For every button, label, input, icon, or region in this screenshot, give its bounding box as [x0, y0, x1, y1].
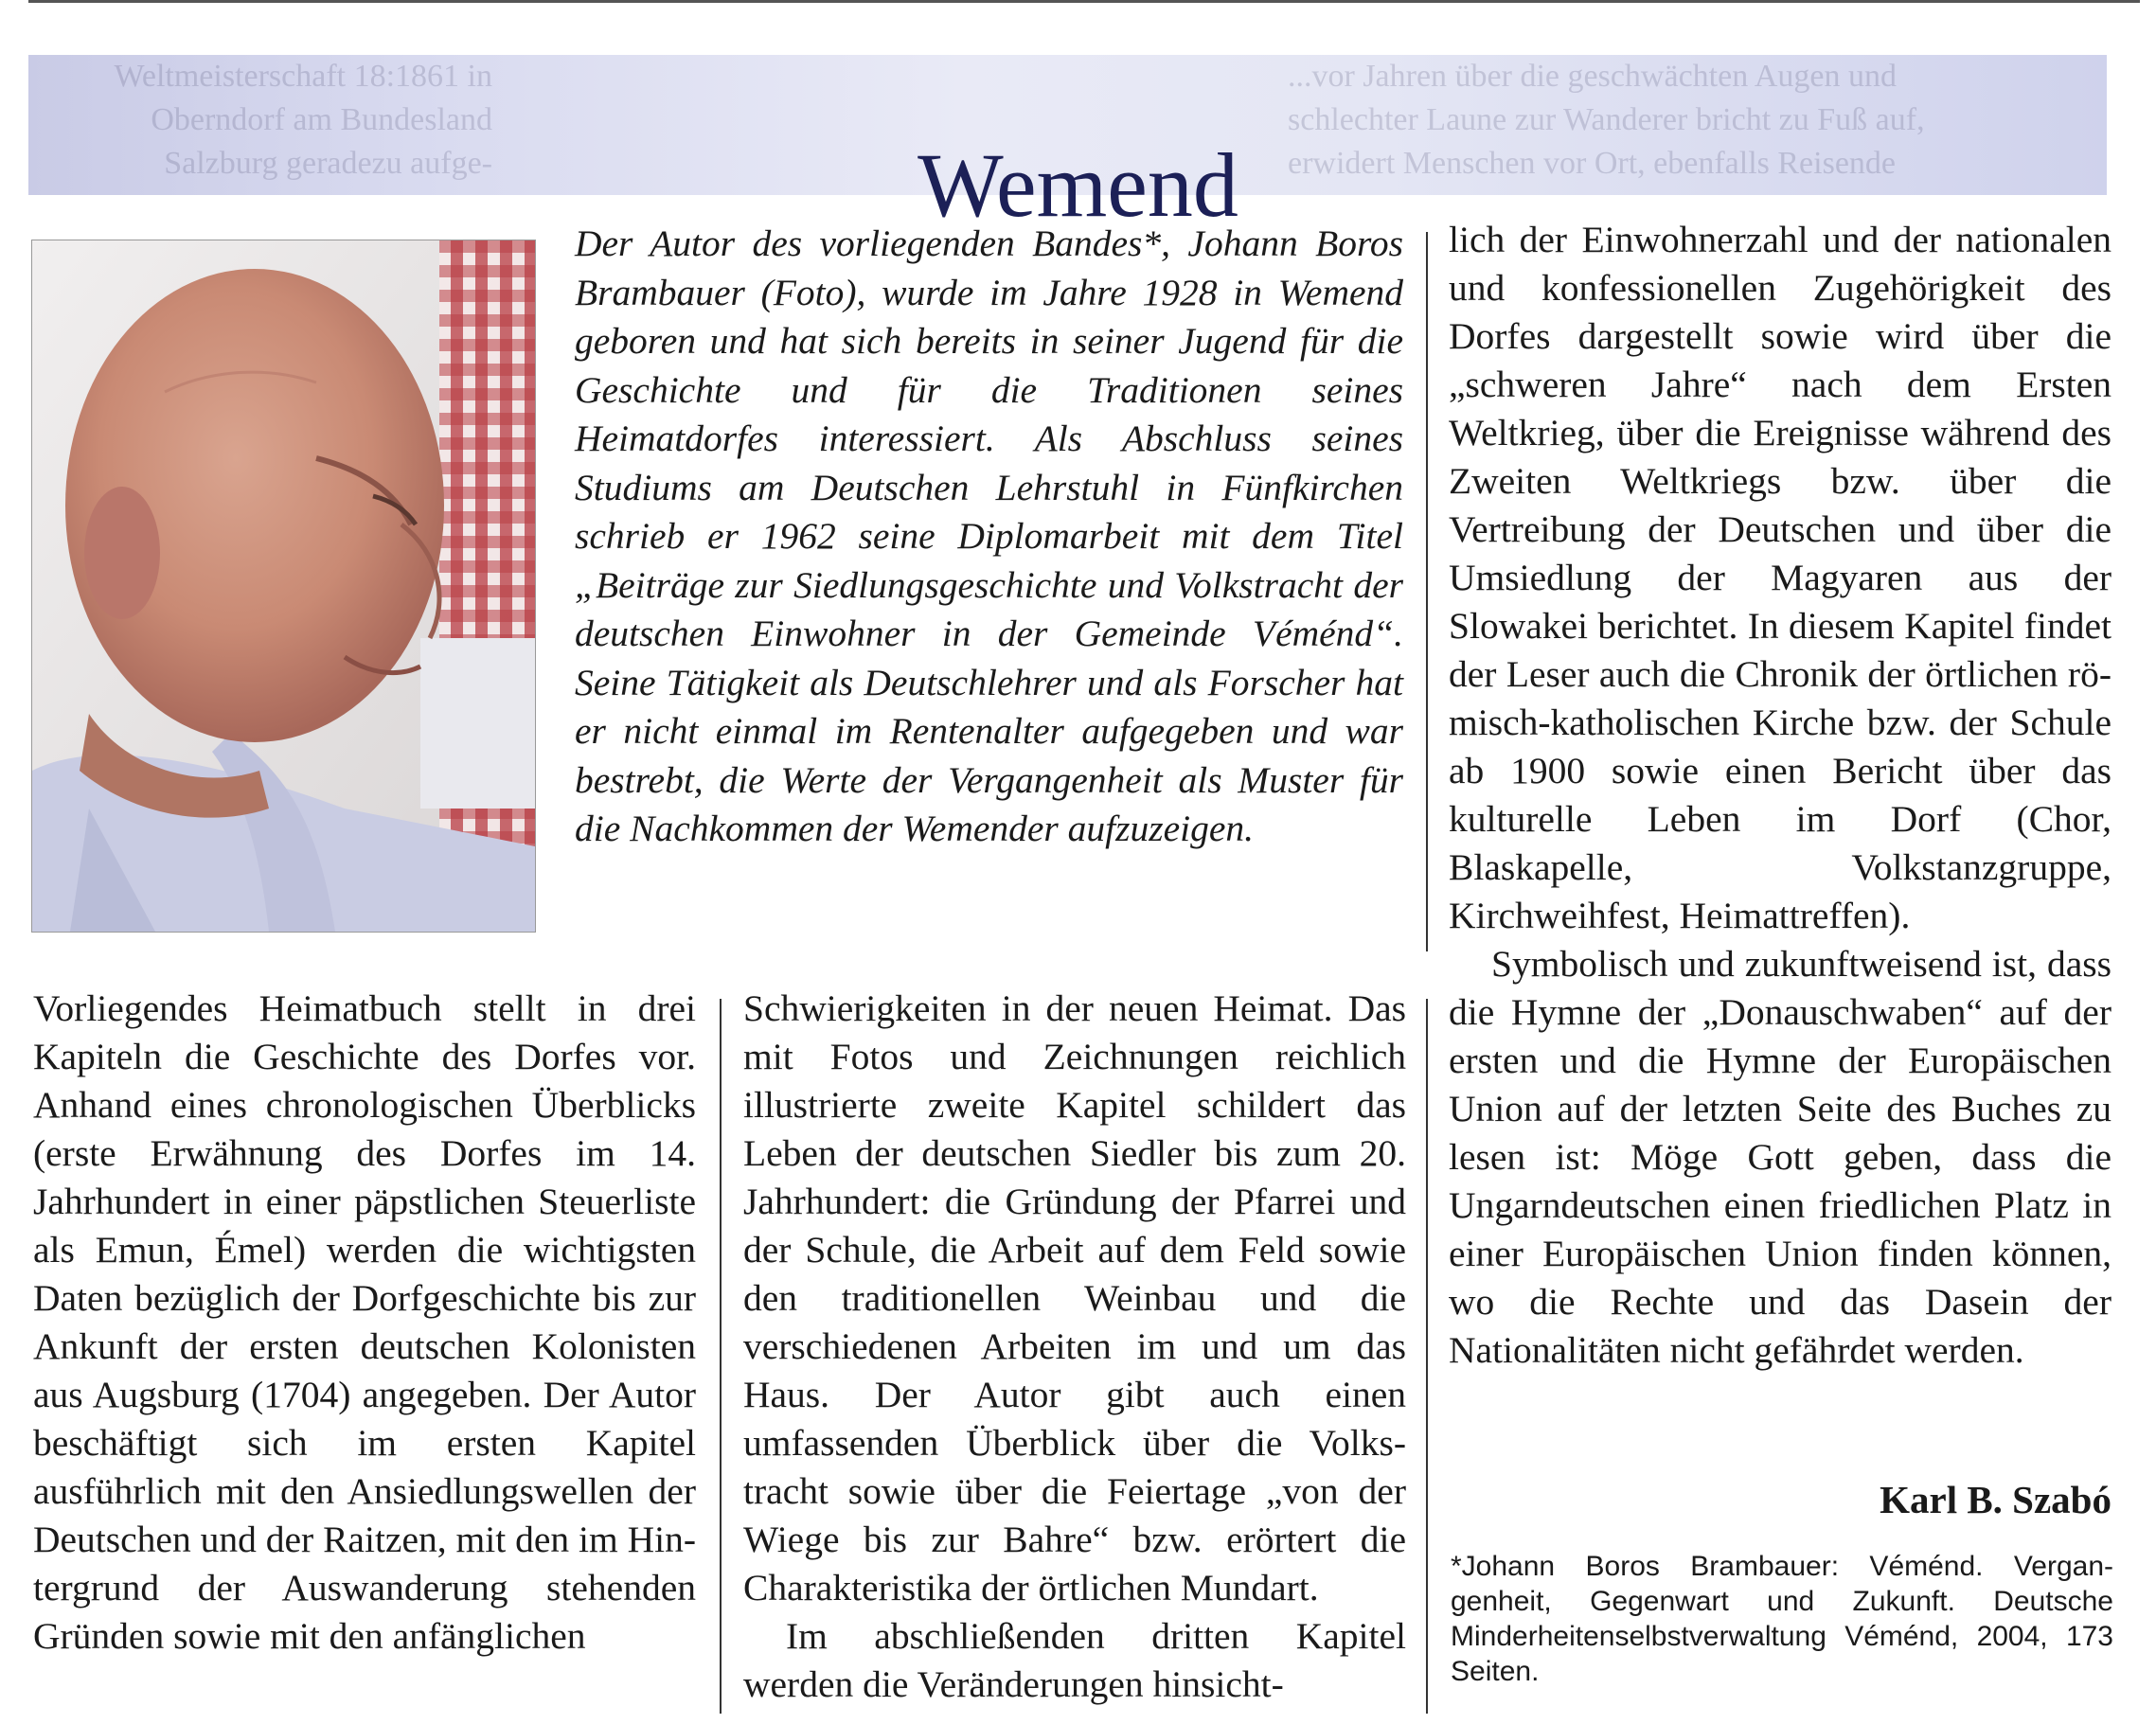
intro-paragraph: Der Autor des vorliegenden Bandes*, Johann Boros Brambauer (Foto), wurde im Jahre 1928 in Wemend geboren und hat sich bereits in seiner Jugend für die Geschichte und für die Traditionen seines Heimatdorfes interessiert. Als Abschluss seines Studiums am Deutschen Lehrstuhl in Fünfkirchen schrieb er 1962 seine Diplomarbeit mit dem Titel „Beiträge zur Siedlungsgeschichte und Volkstracht der deutschen Einwohner in der Gemeinde Véménd“. Seine Tätigkeit als Deutschlehrer und als Forscher hat er nicht einmal im Rentenalter aufgegeben und war bestrebt, die Werte der Vergangenheit als Muster für die Nachkommen der Wemender aufzuzeigen. — [575, 222, 1403, 849]
banner-ghost-text-right: ...vor Jahren über die geschwächten Augen und schlechter Laune zur Wanderer bricht zu Fuß auf, erwidert Menschen vor Ort, ebenfalls Reisende — [1288, 59, 1925, 181]
body-column-left — [33, 985, 696, 1661]
body-paragraph: lich der Einwohnerzahl und der nationalen und konfessionellen Zugehörigkeit des Dorfes dargestellt sowie wird über die „schweren Jahre“ nach dem Ersten Weltkrieg, über die Ereignisse während des Zweiten Weltkriegs bzw. über die Vertreibung der Deutschen und über die Umsiedlung der Magyaren aus der Slowakei berichtet. In diesem Kapitel findet der Leser auch die Chronik der örtlichen römisch-katholischen Kirche bzw. der Schule ab 1900 sowie einen Bericht über das kulturelle Leben im Dorf (Chor, Blaskapelle, Volkstanzgruppe, Kirchweihfest, Heimattreffen). — [1449, 219, 2111, 936]
banner-ghost-text-left: Weltmeisterschaft 18:1861 in Oberndorf am Bundesland Salzburg geradezu aufge- — [114, 59, 492, 181]
footnote: *Johann Boros Brambauer: Véménd. Vergangenheit, Gegenwart und Zukunft. Deutsche Minderheitenselbstverwaltung Véménd, 2004, 173 Seiten. — [1451, 1551, 2113, 1687]
author-portrait-photo — [31, 240, 536, 933]
column-divider-lower-right — [1426, 999, 1428, 1714]
body-paragraph: Symbolisch und zukunftweisend ist, dass die Hymne der „Donauschwaben“ auf der ersten und die Hymne der Europäischen Union auf der letzten Seite des Buches zu lesen ist: Möge Gott geben, dass die Ungarndeutschen einen friedlichen Platz in einer Europäischen Union finden können, wo die Rechte und das Dasein der Nationalitäten nicht gefährdet werden. — [1449, 943, 2111, 1371]
column-divider-upper — [1426, 232, 1428, 951]
page-title: Wemend — [918, 134, 1238, 237]
body-column-right — [1449, 216, 2111, 1375]
column-divider-lower-left — [720, 999, 722, 1714]
intro-column — [575, 220, 1403, 854]
body-paragraph: Im abschließenden dritten Kapitel werden die Veränderungen hinsicht- — [743, 1615, 1406, 1705]
portrait-photo-icon — [32, 240, 535, 932]
body-paragraph: Schwierigkeiten in der neuen Heimat. Das mit Fotos und Zeichnungen reichlich illustrierte zweite Kapitel schildert das Leben der deutschen Siedler bis zum 20. Jahrhundert: die Gründung der Pfarrei und der Schule, die Arbeit auf dem Feld sowie den traditionellen Weinbau und die verschiedenen Arbeiten im und um das Haus. Der Autor gibt auch einen umfassenden Überblick über die Volkstracht sowie über die Feiertage „von der Wiege bis zur Bahre“ bzw. erörtert die Charakteristika der örtlichen Mundart. — [743, 987, 1406, 1608]
body-column-middle — [743, 985, 1406, 1709]
top-rule — [28, 0, 2140, 3]
body-paragraph: Vorliegendes Heimatbuch stellt in drei Kapiteln die Geschichte des Dorfes vor. Anhand eines chronologischen Überblicks (erste Erwähnung des Dorfes im 14. Jahrhundert in einer päpstlichen Steuerliste als Emun, Émel) werden die wichtigsten Daten bezüglich der Dorfgeschichte bis zur Ankunft der ersten deutschen Kolonisten aus Augsburg (1704) angegeben. Der Autor beschäftigt sich im ersten Kapitel ausführlich mit den Ansiedlungswellen der Deutschen und der Raitzen, mit den im Hintergrund der Auswanderung stehenden Gründen sowie mit den anfänglichen — [33, 987, 696, 1657]
author-signature: Karl B. Szabó — [1880, 1478, 2111, 1521]
